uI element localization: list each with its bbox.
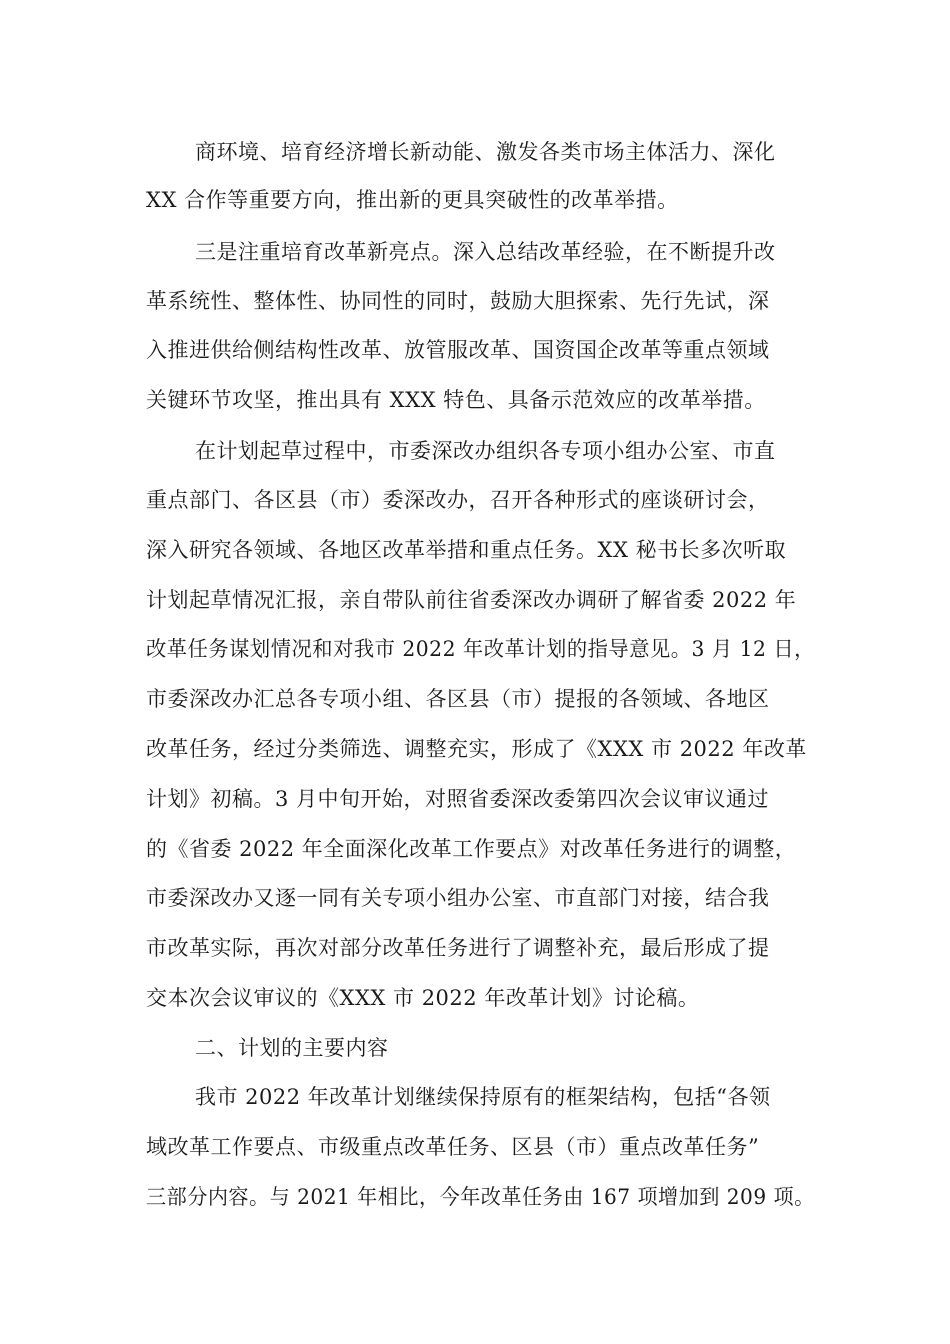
section-heading: 二、计划的主要内容 xyxy=(195,1036,389,1060)
text-line: 我市 2022 年改革计划继续保持原有的框架结构，包括“各领 xyxy=(195,1085,771,1109)
text-line: 商环境、培育经济增长新动能、激发各类市场主体活力、深化 xyxy=(195,140,776,164)
text-line: 改革任务，经过分类筛选、调整充实，形成了《XXX 市 2022 年改革 xyxy=(146,737,807,761)
text-line: 关键环节攻坚，推出具有 XXX 特色、具备示范效应的改革举措。 xyxy=(146,388,766,412)
text-line: 深入研究各领域、各地区改革举措和重点任务。XX 秘书长多次听取 xyxy=(146,538,787,562)
text-line: 市委深改办汇总各专项小组、各区县（市）提报的各领域、各地区 xyxy=(146,687,770,711)
text-line: 三是注重培育改革新亮点。深入总结改革经验，在不断提升改 xyxy=(195,240,776,264)
text-line: 交本次会议审议的《XXX 市 2022 年改革计划》讨论稿。 xyxy=(146,986,700,1010)
text-line: 市改革实际，再次对部分改革任务进行了调整补充，最后形成了提 xyxy=(146,936,770,960)
text-line: 计划》初稿。3 月中旬开始，对照省委深改委第四次会议审议通过 xyxy=(146,787,770,811)
text-line: 在计划起草过程中，市委深改办组织各专项小组办公室、市直 xyxy=(195,439,776,463)
text-line: 重点部门、各区县（市）委深改办，召开各种形式的座谈研讨会， xyxy=(146,488,770,512)
text-line: 三部分内容。与 2021 年相比，今年改革任务由 167 项增加到 209 项。 xyxy=(146,1185,815,1209)
text-line: XX 合作等重要方向，推出新的更具突破性的改革举措。 xyxy=(146,188,679,212)
text-line: 入推进供给侧结构性改革、放管服改革、国资国企改革等重点领域 xyxy=(146,338,770,362)
text-line: 域改革工作要点、市级重点改革任务、区县（市）重点改革任务” xyxy=(146,1135,760,1159)
text-line: 的《省委 2022 年全面深化改革工作要点》对改革任务进行的调整， xyxy=(146,837,797,861)
text-line: 改革任务谋划情况和对我市 2022 年改革计划的指导意见。3 月 12 日， xyxy=(146,637,815,661)
text-line: 革系统性、整体性、协同性的同时，鼓励大胆探索、先行先试，深 xyxy=(146,289,770,313)
text-line: 计划起草情况汇报，亲自带队前往省委深改办调研了解省委 2022 年 xyxy=(146,588,797,612)
text-line: 市委深改办又逐一同有关专项小组办公室、市直部门对接，结合我 xyxy=(146,886,770,910)
